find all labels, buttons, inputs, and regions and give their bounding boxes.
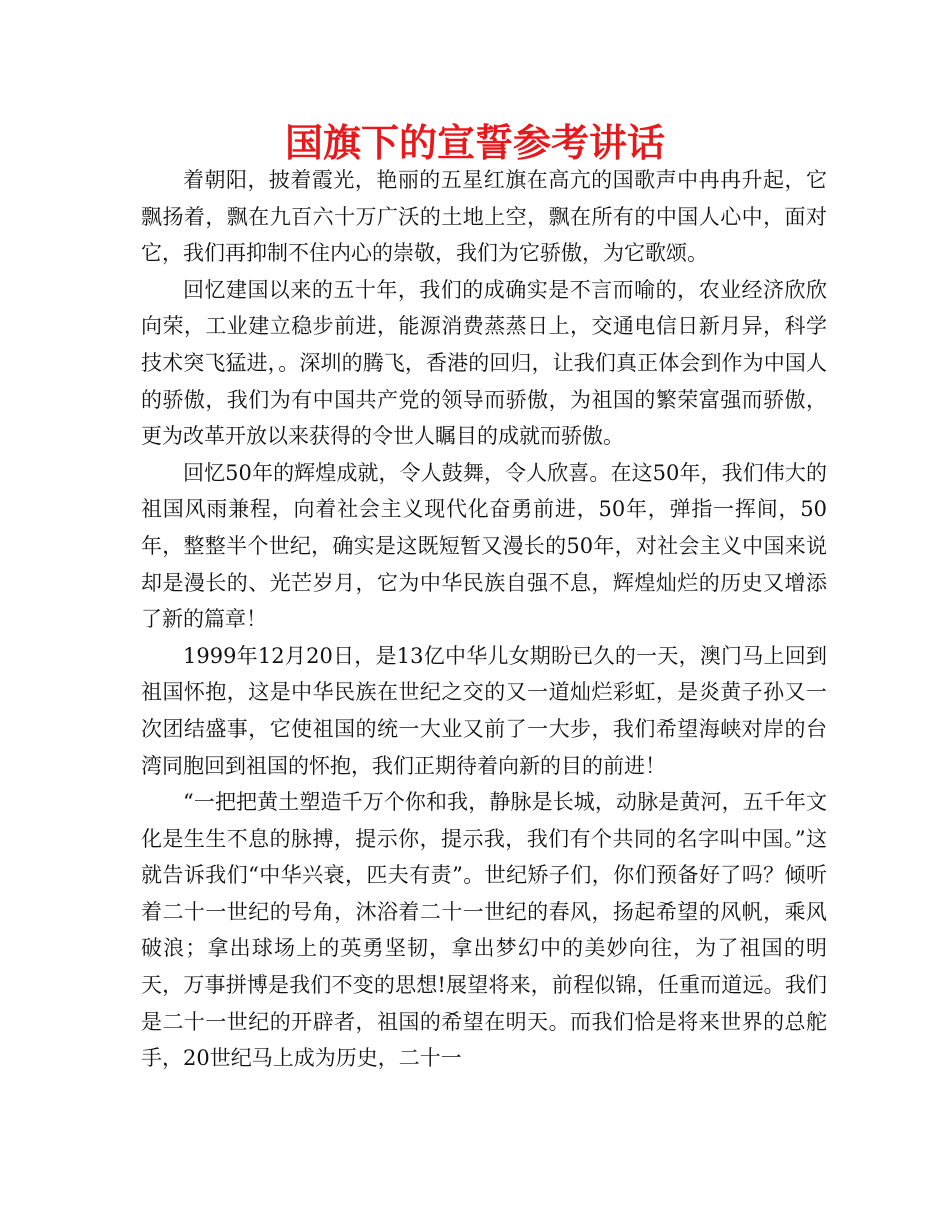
document-body (141, 162, 827, 1077)
paragraph-5: “一把把黄土塑造千万个你和我，静脉是长城，动脉是黄河，五千年文化是生生不息的脉搏，提示你，提示我，我们有个共同的名字叫中国。”这就告诉我们“中华兴衰，匹夫有责”。世纪矫子们，你们预备好了吗？倾听着二十一世纪的号角，沐浴着二十一世纪的春风，扬起希望的风帆，乘风破浪；拿出球场上的英勇坚韧，拿出梦幻中的美妙向往，为了祖国的明天，万事拼博是我们不变的思想!展望将来，前程似锦，任重而道远。我们是二十一世纪的开辟者，祖国的希望在明天。而我们恰是将来世界的总舵手，20世纪马上成为历史，二十一 (141, 790, 827, 1071)
paragraph-2: 回忆建国以来的五十年，我们的成确实是不言而喻的，农业经济欣欣向荣，工业建立稳步前进，能源消费蒸蒸日上，交通电信日新月异，科学技术突飞猛进，。深圳的腾飞，香港的回归，让我们真正体会到作为中国人的骄傲，我们为有中国共产党的领导而骄傲，为祖国的繁荣富强而骄傲，更为改革开放以来获得的令世人瞩目的成就而骄傲。 (141, 277, 827, 449)
paragraph-1: 着朝阳，披着霞光，艳丽的五星红旗在高亢的国歌声中冉冉升起，它飘扬着，飘在九百六十万广沃的土地上空，飘在所有的中国人心中，面对它，我们再抑制不住内心的崇敬，我们为它骄傲，为它歌颂。 (141, 168, 827, 266)
page-title: 国旗下的宣誓参考讲话 (284, 121, 665, 165)
paragraph-4: 1999年12月20日，是13亿中华儿女期盼已久的一天，澳门马上回到祖国怀抱，这是中华民族在世纪之交的又一道灿烂彩虹，是炎黄子孙又一次团结盛事，它使祖国的统一大业又前了一大步，我们希望海峡对岸的台湾同胞回到祖国的怀抱，我们正期待着向新的目的前进！ (141, 643, 827, 778)
paragraph-3: 回忆50年的辉煌成就，令人鼓舞，令人欣喜。在这50年，我们伟大的祖国风雨兼程，向着社会主义现代化奋勇前进，50年，弹指一挥间，50年，整整半个世纪，确实是这既短暂又漫长的50年，对社会主义中国来说却是漫长的、光芒岁月，它为中华民族自强不息，辉煌灿烂的历史又增添了新的篇章！ (141, 460, 827, 632)
